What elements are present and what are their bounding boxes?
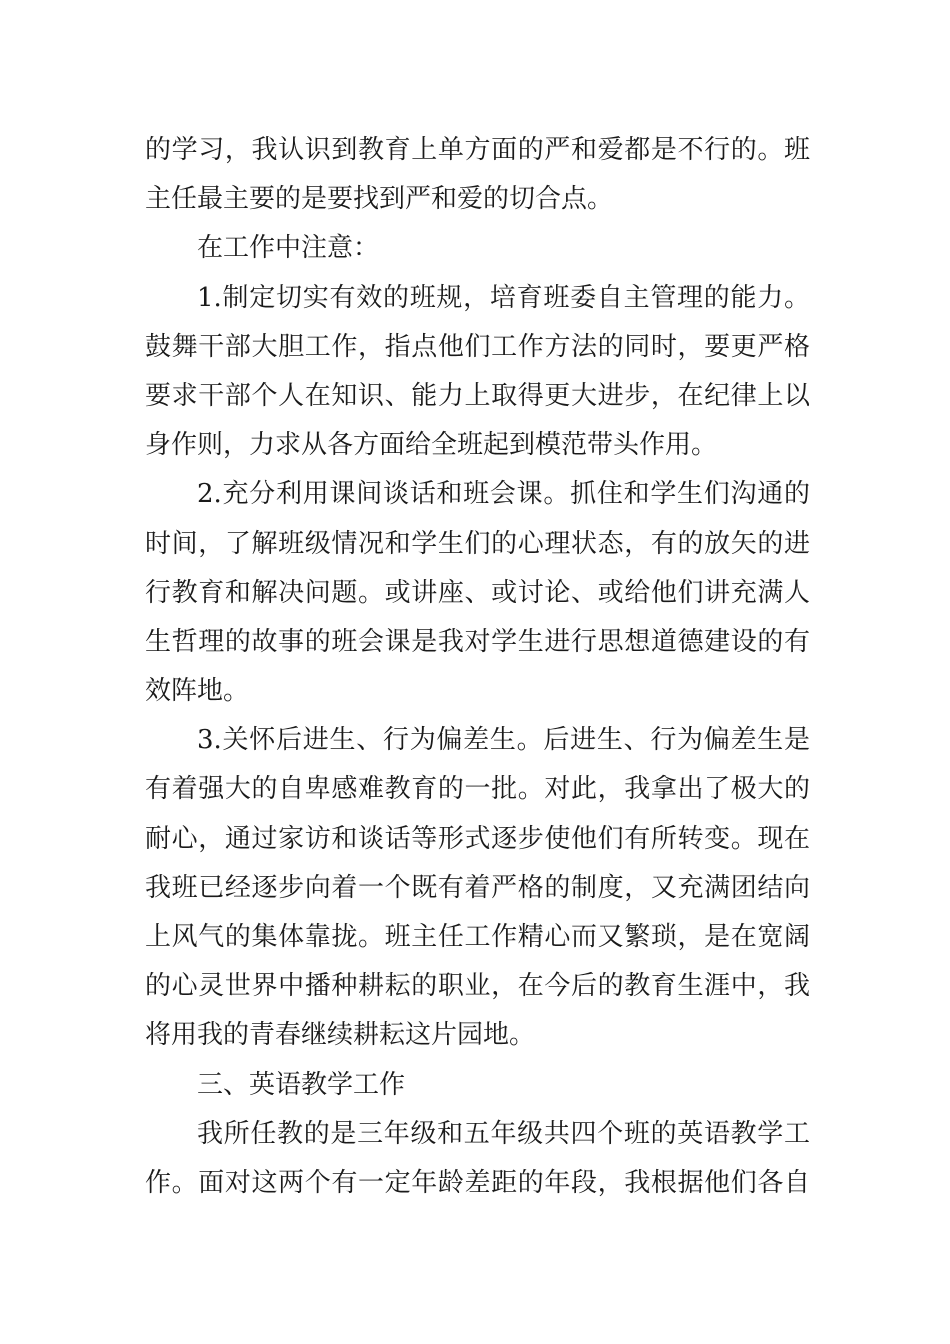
text-line: 的学习，我认识到教育上单方面的严和爱都是不行的。班 xyxy=(145,135,810,165)
text-line: 要求干部个人在知识、能力上取得更大进步，在纪律上以 xyxy=(145,380,810,411)
document-body xyxy=(145,126,810,1208)
text-line: 生哲理的故事的班会课是我对学生进行思想道德建设的有 xyxy=(145,626,810,657)
text-line: 三、英语教学工作 xyxy=(197,1069,406,1100)
text-line: 时间，了解班级情况和学生们的心理状态，有的放矢的进 xyxy=(145,528,810,559)
text-line: 我所任教的是三年级和五年级共四个班的英语教学工 xyxy=(197,1118,810,1149)
text-line: 在工作中注意： xyxy=(197,233,380,264)
text-line: 3.关怀后进生、行为偏差生。后进生、行为偏差生是 xyxy=(197,725,810,756)
text-line: 行教育和解决问题。或讲座、或讨论、或给他们讲充满人 xyxy=(145,577,810,608)
text-line: 将用我的青春继续耕耘这片园地。 xyxy=(145,1020,536,1051)
text-line: 有着强大的自卑感难教育的一批。对此，我拿出了极大的 xyxy=(145,774,810,805)
text-line: 1.制定切实有效的班规，培育班委自主管理的能力。 xyxy=(197,282,810,313)
text-line: 效阵地。 xyxy=(145,676,250,707)
text-line: 我班已经逐步向着一个既有着严格的制度，又充满团结向 xyxy=(145,872,810,903)
text-line: 身作则，力求从各方面给全班起到模范带头作用。 xyxy=(145,430,718,461)
text-line: 上风气的集体靠拢。班主任工作精心而又繁琐，是在宽阔 xyxy=(145,922,810,952)
text-line: 2.充分利用课间谈话和班会课。抓住和学生们沟通的 xyxy=(197,479,810,510)
text-line: 的心灵世界中播种耕耘的职业，在今后的教育生涯中，我 xyxy=(145,971,810,1002)
text-line: 耐心，通过家访和谈话等形式逐步使他们有所转变。现在 xyxy=(145,823,810,854)
text-line: 鼓舞干部大胆工作，指点他们工作方法的同时，要更严格 xyxy=(145,331,810,362)
text-line: 作。面对这两个有一定年龄差距的年段，我根据他们各自 xyxy=(145,1167,810,1198)
text-line: 主任最主要的是要找到严和爱的切合点。 xyxy=(145,184,614,215)
